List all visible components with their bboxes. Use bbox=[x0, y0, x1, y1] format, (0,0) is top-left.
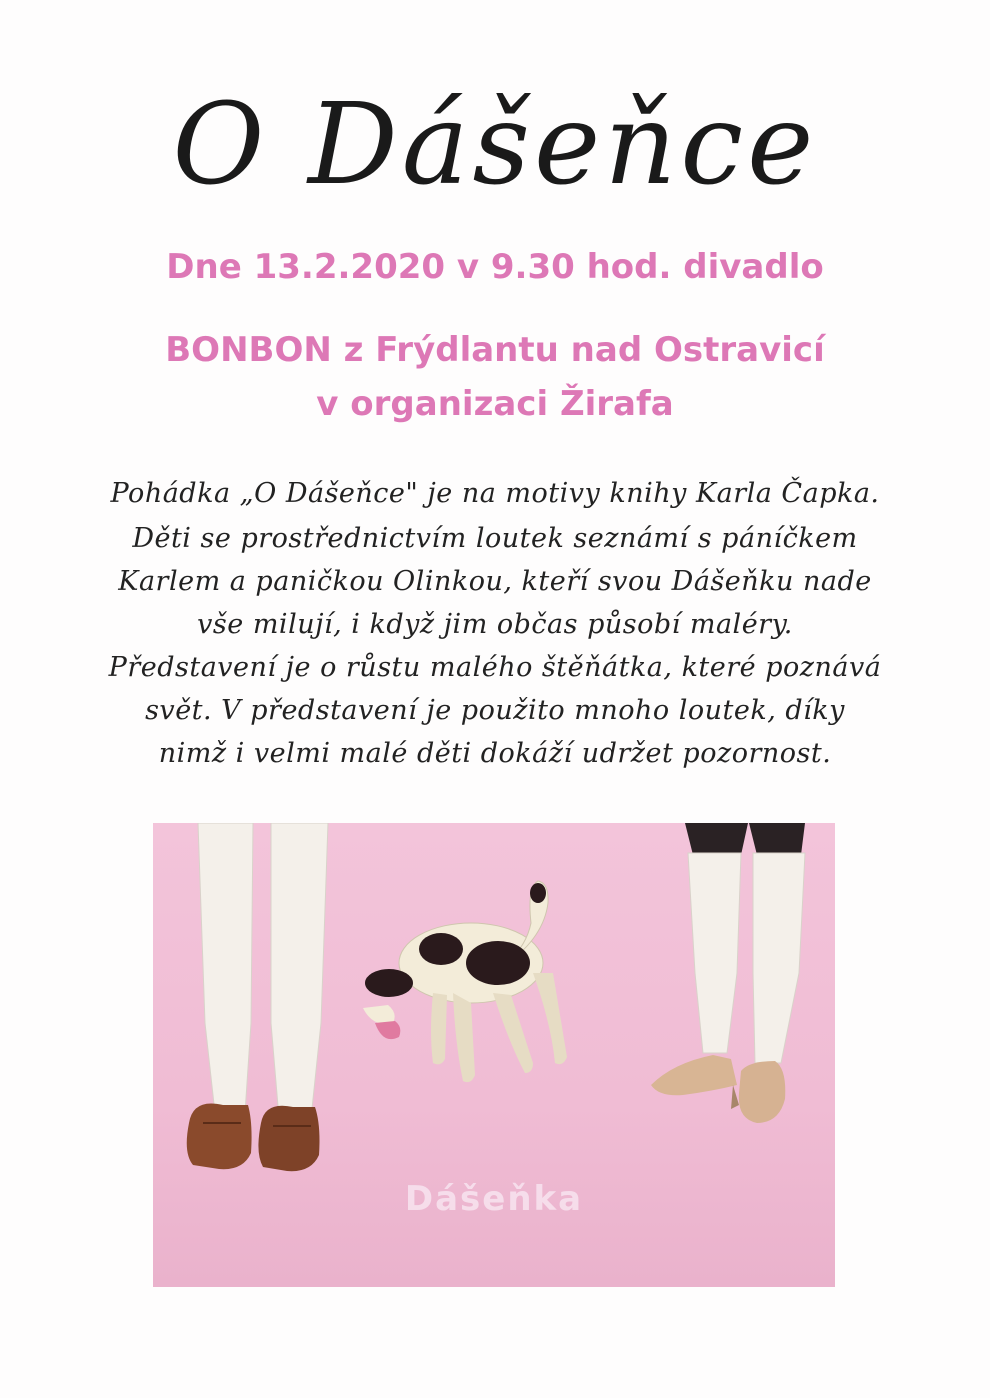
description-line: Děti se prostřednictvím loutek seznámí s páníčkem bbox=[132, 523, 858, 554]
description-line: svět. V představení je použito mnoho loutek, díky bbox=[145, 695, 845, 726]
theatre-line: BONBON z Frýdlantu nad Ostravicí bbox=[165, 330, 825, 370]
description-line: Karlem a paničkou Olinkou, kteří svou Dášeňku nade bbox=[118, 566, 872, 597]
description-line: Pohádka „O Dášeňce" je na motivy knihy Karla Čapka. bbox=[110, 478, 880, 509]
poster-title: O Dášeňce bbox=[172, 80, 818, 210]
dog-puppet-illustration bbox=[363, 881, 567, 1082]
description-line: nimž i velmi malé děti dokáží udržet pozornost. bbox=[158, 738, 832, 769]
photo-caption: Dášeňka bbox=[404, 1179, 584, 1219]
organization-line: v organizaci Žirafa bbox=[316, 384, 674, 424]
event-date-line: Dne 13.2.2020 v 9.30 hod. divadlo bbox=[166, 247, 824, 287]
puppet-show-photo bbox=[153, 823, 835, 1287]
left-legs-illustration bbox=[187, 823, 328, 1171]
right-legs-illustration bbox=[651, 823, 805, 1123]
description-line: Představení je o růstu malého štěňátka, které poznává bbox=[108, 652, 882, 683]
description-line: vše milují, i když jim občas působí maléry. bbox=[197, 609, 793, 640]
